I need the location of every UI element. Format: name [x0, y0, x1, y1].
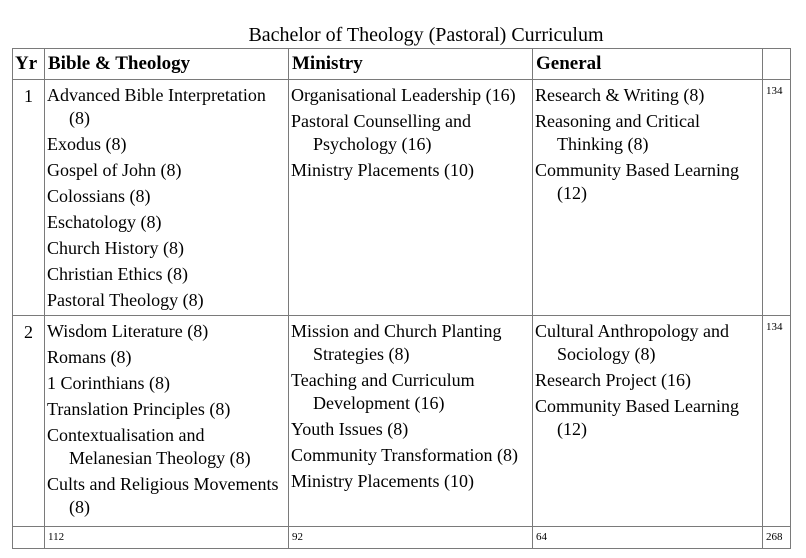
total-general: 64 [533, 527, 763, 549]
totals-row [13, 527, 791, 549]
subject-item: Organisational Leadership (16) [291, 85, 516, 105]
totals-year-cell [13, 527, 45, 549]
total-ministry: 92 [289, 527, 533, 549]
subject-item: Mission and Church Planting Strategies (8) [291, 321, 502, 364]
subject-item: Community Transformation (8) [291, 445, 519, 465]
header-year: Yr [13, 49, 45, 80]
subject-item: Community Based Learning (12) [535, 396, 739, 439]
subject-item: Research Project (16) [535, 370, 691, 390]
table-row [13, 80, 791, 316]
subject-item: Contextualisation and Melanesian Theology (8) [47, 425, 251, 468]
subject-item: Colossians (8) [47, 186, 151, 206]
year-cell: 1 [13, 80, 45, 316]
general-cell [533, 80, 763, 316]
subject-item: 1 Corinthians (8) [47, 373, 170, 393]
subject-list [45, 316, 288, 519]
subject-list [533, 316, 762, 441]
subject-item: Exodus (8) [47, 134, 127, 154]
ministry-cell [289, 316, 533, 527]
subject-item: Romans (8) [47, 347, 132, 367]
subject-list [289, 316, 532, 493]
header-general: General [533, 49, 763, 80]
table-row [13, 316, 791, 527]
curriculum-table [12, 48, 791, 549]
total-bible-theology: 112 [45, 527, 289, 549]
subject-item: Research & Writing (8) [535, 85, 705, 105]
header-bible-theology: Bible & Theology [45, 49, 289, 80]
subject-item: Teaching and Curriculum Development (16) [291, 370, 475, 413]
subject-list [533, 80, 762, 205]
subject-item: Cultural Anthropology and Sociology (8) [535, 321, 729, 364]
subject-item: Reasoning and Critical Thinking (8) [535, 111, 700, 154]
subject-item: Ministry Placements (10) [291, 160, 474, 180]
subject-item: Pastoral Theology (8) [47, 290, 204, 310]
row-total-cell: 134 [763, 80, 791, 316]
subject-item: Youth Issues (8) [291, 419, 409, 439]
subject-item: Wisdom Literature (8) [47, 321, 209, 341]
subject-list [45, 80, 288, 312]
subject-item: Translation Principles (8) [47, 399, 231, 419]
header-ministry: Ministry [289, 49, 533, 80]
year-cell: 2 [13, 316, 45, 527]
general-cell [533, 316, 763, 527]
bible-theology-cell [45, 316, 289, 527]
page-title: Bachelor of Theology (Pastoral) Curriculum [248, 24, 604, 46]
subject-item: Christian Ethics (8) [47, 264, 188, 284]
subject-item: Eschatology (8) [47, 212, 162, 232]
subject-item: Community Based Learning (12) [535, 160, 739, 203]
subject-item: Advanced Bible Interpretation (8) [47, 85, 266, 128]
subject-item: Ministry Placements (10) [291, 471, 474, 491]
header-row [13, 49, 791, 80]
ministry-cell [289, 80, 533, 316]
subject-list [289, 80, 532, 182]
subject-item: Gospel of John (8) [47, 160, 182, 180]
subject-item: Cults and Religious Movements (8) [47, 474, 279, 517]
subject-item: Church History (8) [47, 238, 184, 258]
grand-total: 268 [763, 527, 791, 549]
subject-item: Pastoral Counselling and Psychology (16) [291, 111, 471, 154]
bible-theology-cell [45, 80, 289, 316]
header-total [763, 49, 791, 80]
row-total-cell: 134 [763, 316, 791, 527]
